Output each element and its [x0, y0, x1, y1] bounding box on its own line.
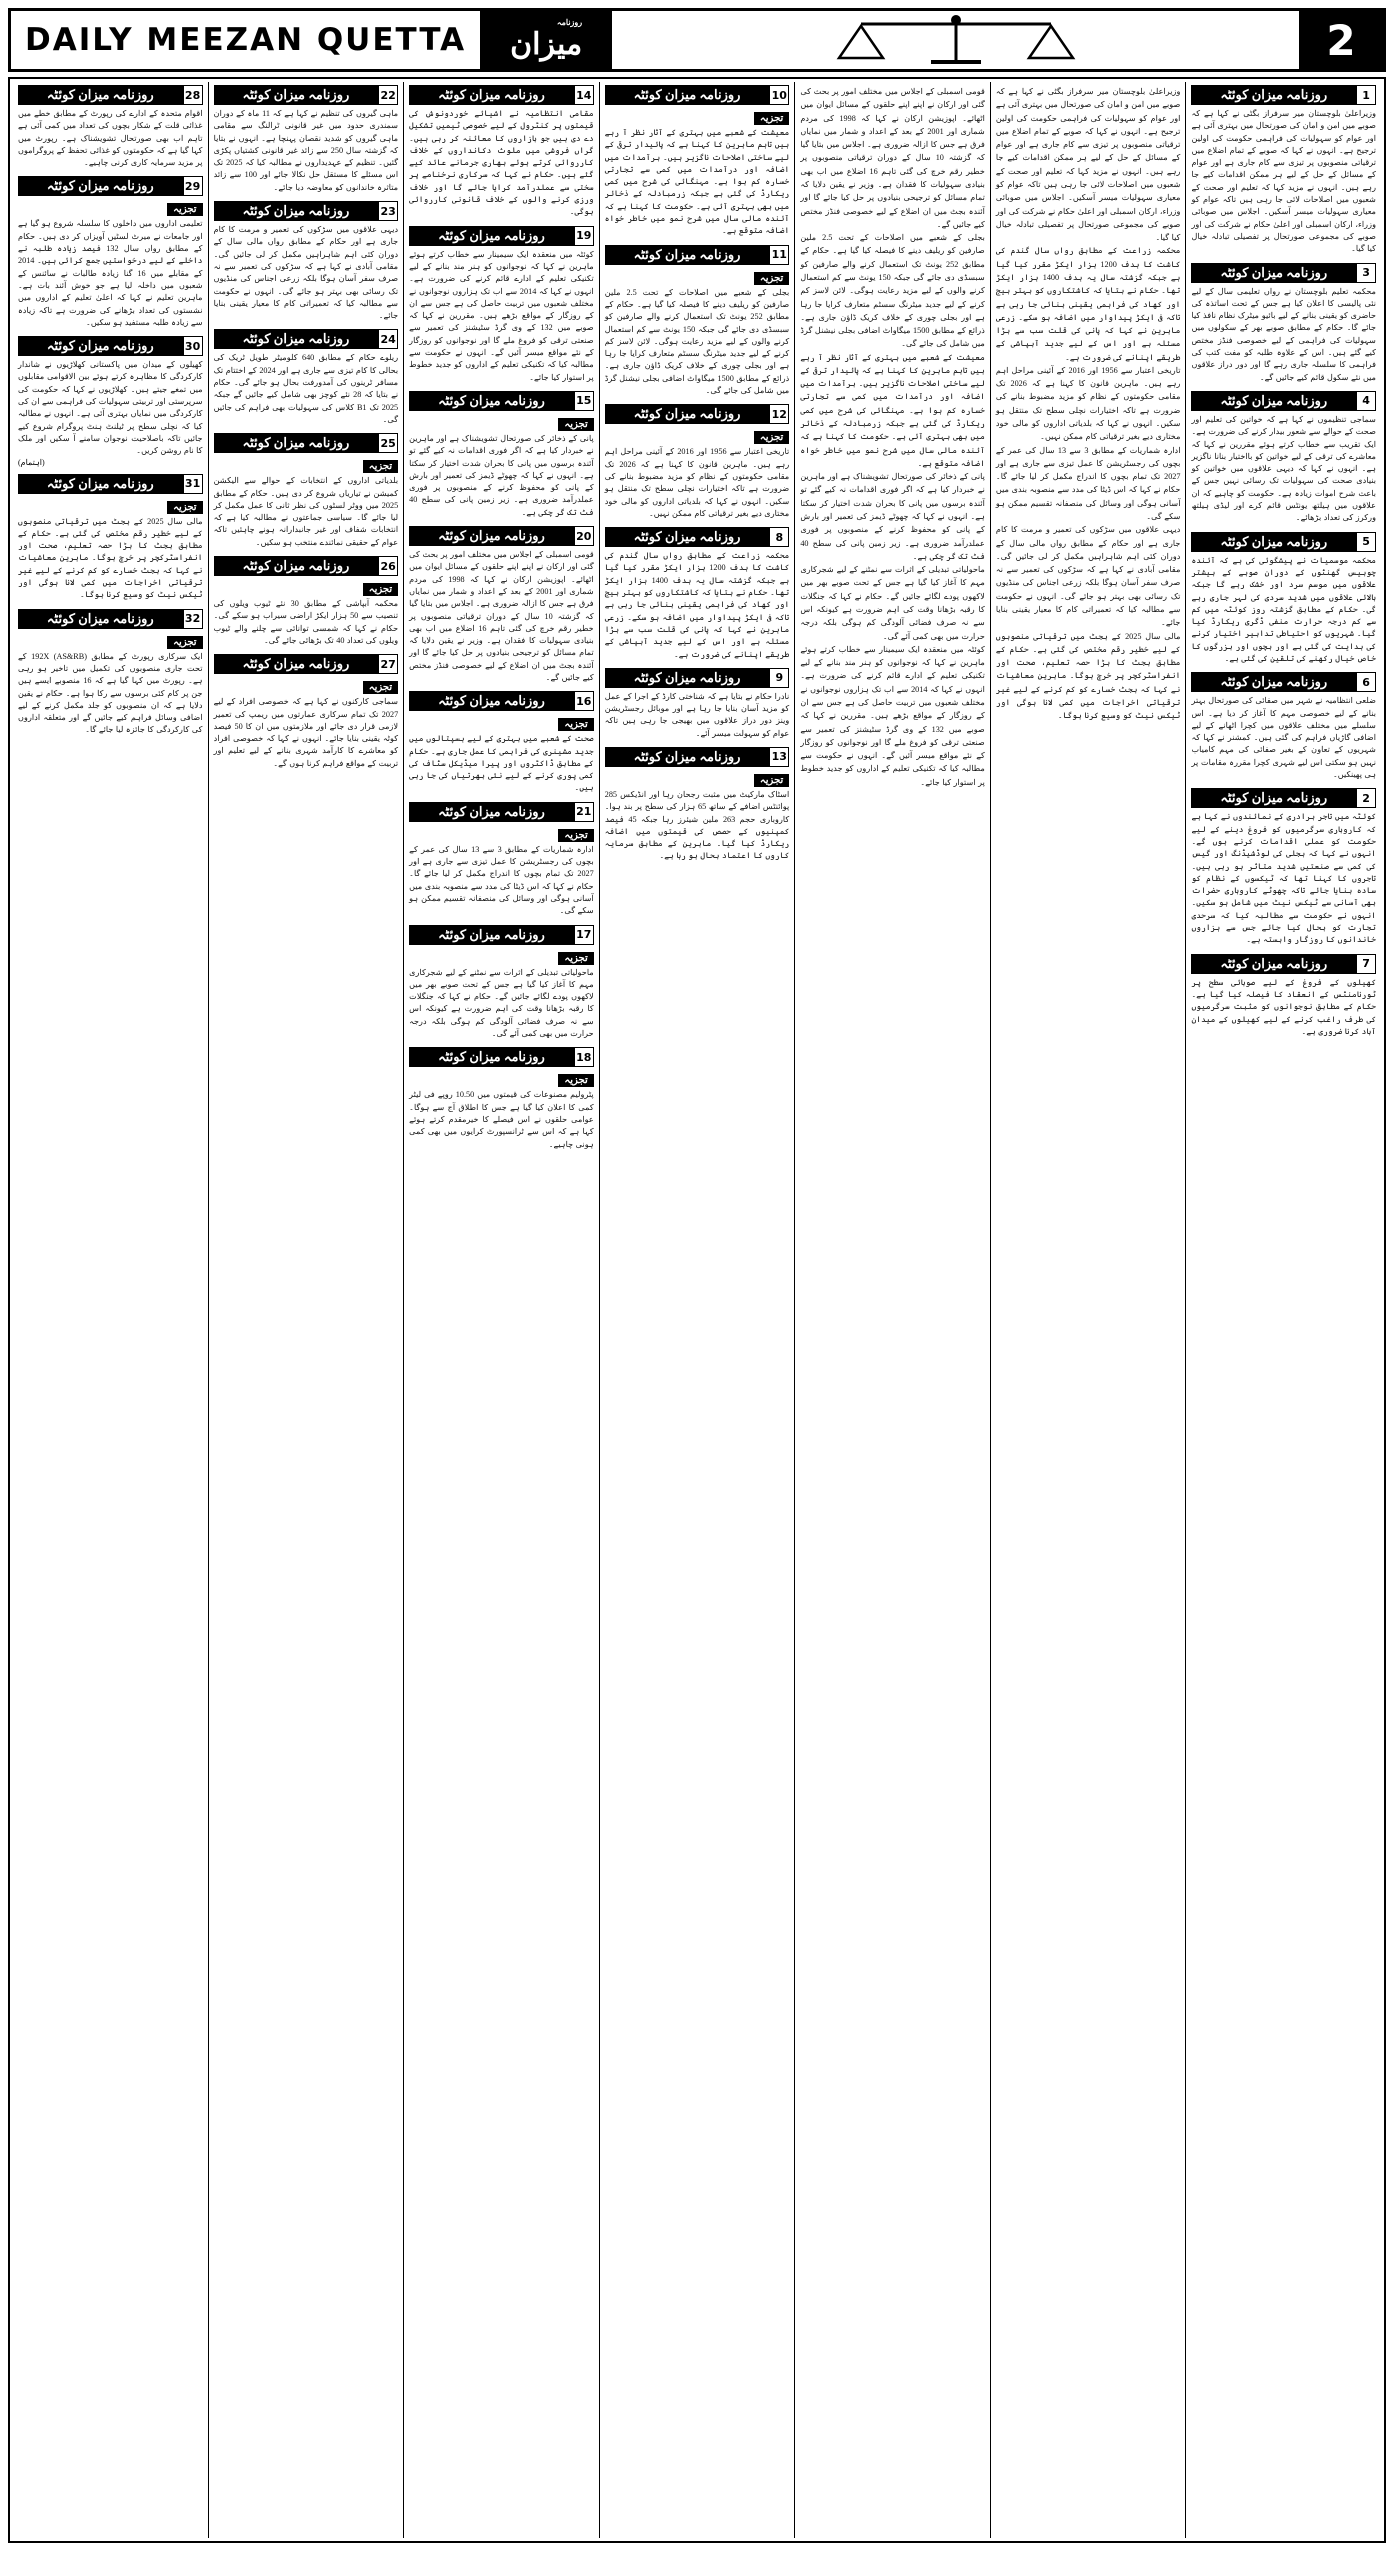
- article-number: 26: [378, 556, 398, 576]
- article-number: 7: [1356, 954, 1376, 974]
- article-headline: [18, 474, 203, 494]
- headline-text: روزنامہ میزان کوئٹہ: [242, 656, 350, 672]
- article-body: سماجی کارکنوں نے کہا ہے کہ خصوصی افراد کے لیے 2027 تک تمام سرکاری عمارتوں میں ریمپ کی تعمیر لازمی قرار دی جائے اور ملازمتوں میں ان کا 50 فیصد کوٹہ یقینی بنایا جائے۔ انہوں نے کہا کہ خصوصی افراد کو معاشرے کا کارآمد شہری بنانے کے لیے تعلیم اور تربیت کے مواقع فراہم کرنا ہوں گے۔: [213, 697, 399, 768]
- article-body: ماحولیاتی تبدیلی کے اثرات سے نمٹنے کے لیے شجرکاری مہم کا آغاز کیا گیا ہے جس کے تحت صوبے بھر میں لاکھوں پودے لگائے جائیں گے۔ حکام نے کہا کہ جنگلات کا رقبہ بڑھانا وقت کی اہم ضرورت ہے کیونکہ اس سے نہ صرف فضائی آلودگی کم ہوگی بلکہ درجہ حرارت میں بھی کمی آئے گی۔: [800, 565, 985, 641]
- article-9: [605, 668, 790, 740]
- balance-scale-icon: [612, 11, 1299, 69]
- headline-text: روزنامہ میزان کوئٹہ: [242, 435, 350, 451]
- article-number: 13: [769, 747, 789, 767]
- headline-text: روزنامہ میزان کوئٹہ: [1220, 392, 1328, 408]
- article-25: [214, 433, 399, 549]
- article-subhead: تجزیہ: [558, 718, 593, 731]
- article-number: 20: [574, 526, 594, 546]
- article-2: [1191, 788, 1376, 946]
- article-subhead: تجزیہ: [558, 952, 593, 965]
- article-byline: (اہتمام): [18, 457, 45, 467]
- article-number: 9: [769, 668, 789, 688]
- article-number: 21: [574, 802, 594, 822]
- article-26: [214, 556, 399, 647]
- article-body: قومی اسمبلی کے اجلاس میں مختلف امور پر بحث کی گئی اور ارکان نے اپنے اپنے حلقوں کے مسائل ایوان میں اٹھائے۔ اپوزیشن ارکان نے کہا کہ 1998 کی مردم شماری اور 2001 کے بعد کے اعداد و شمار میں نمایاں فرق ہے جس کا ازالہ ضروری ہے۔ اجلاس میں بتایا گیا کہ گزشتہ 10 سال کے دوران ترقیاتی منصوبوں پر خطیر رقم خرچ کی گئی تاہم 16 اضلاع میں اب بھی بنیادی سہولیات کا فقدان ہے۔ وزیر نے یقین دلایا کہ تمام مسائل کو ترجیحی بنیادوں پر حل کیا جائے گا اور آئندہ بجٹ میں ان اضلاع کے لیے خصوصی فنڈز مختص کیے جائیں گے۔: [409, 550, 594, 682]
- article-subhead: تجزیہ: [363, 460, 398, 473]
- article-number: 1: [1356, 85, 1376, 105]
- article-headline: [1191, 391, 1376, 411]
- headline-text: روزنامہ میزان کوئٹہ: [242, 87, 350, 102]
- newspaper-title: DAILY MEEZAN QUETTA: [25, 22, 467, 58]
- article-number: 29: [183, 176, 203, 196]
- article-body: ادارہ شماریات کے مطابق 3 سے 13 سال کی عمر کے بچوں کی رجسٹریشن کا عمل تیزی سے جاری ہے اور 2027 تک تمام بچوں کا اندراج مکمل کر لیا جائے گا۔ حکام نے کہا کہ اس ڈیٹا کی مدد سے منصوبہ بندی میں آسانی ہوگی اور وسائل کی منصفانہ تقسیم ممکن ہو سکے گی۔: [409, 844, 594, 916]
- article-number: 11: [769, 245, 789, 265]
- article-headline: [409, 391, 594, 411]
- article-number: 12: [769, 404, 789, 424]
- article-headline: [214, 654, 399, 674]
- article-subhead: تجزیہ: [754, 112, 789, 125]
- article-headline: [18, 336, 203, 356]
- article-continuation-a: [800, 85, 985, 789]
- headline-text: روزنامہ میزان کوئٹہ: [1220, 264, 1328, 280]
- article-body: کھیلوں کے فروغ کے لیے صوبائی سطح پر ٹورنامنٹس کے انعقاد کا فیصلہ کیا گیا ہے۔ حکام کے مطابق نوجوانوں کو مثبت سرگرمیوں کی طرف راغب کرنے کے لیے کھیلوں کے میدان آباد کرنا ضروری ہے۔: [1191, 977, 1377, 1036]
- column-5: [794, 82, 990, 2538]
- article-body: ماہی گیروں کی تنظیم نے کہا ہے کہ 11 ماہ کے دوران سمندری حدود میں غیر قانونی ٹرالنگ سے مقامی ماہی گیروں کو شدید نقصان پہنچا ہے۔ انہوں نے بتایا کہ گزشتہ سال 250 سے زائد غیر قانونی کشتیاں پکڑی گئیں۔ تنظیم کے عہدیداروں نے مطالبہ کیا کہ 2025 تک اس مسئلے کا مستقل حل نکالا جائے اور 100 سے زائد متاثرہ خاندانوں کو معاوضہ دیا جائے۔: [213, 109, 399, 192]
- article-body: پانی کے ذخائر کی صورتحال تشویشناک ہے اور ماہرین نے خبردار کیا ہے کہ اگر فوری اقدامات نہ کیے گئے تو آئندہ برسوں میں پانی کا بحران شدت اختیار کر سکتا ہے۔ انہوں نے کہا کہ چھوٹے ڈیمز کی تعمیر اور بارش کے پانی کو محفوظ کرنے کے منصوبوں پر فوری عملدرآمد ضروری ہے۔ زیر زمین پانی کی سطح 40 فٹ تک گر چکی ہے۔: [409, 433, 594, 517]
- article-headline: [1191, 532, 1376, 552]
- article-body: ماحولیاتی تبدیلی کے اثرات سے نمٹنے کے لیے شجرکاری مہم کا آغاز کیا گیا ہے جس کے تحت صوبے بھر میں لاکھوں پودے لگائے جائیں گے۔ حکام نے کہا کہ جنگلات کا رقبہ بڑھانا وقت کی اہم ضرورت ہے کیونکہ اس سے نہ صرف فضائی آلودگی کم ہوگی بلکہ درجہ حرارت میں بھی کمی آئے گی۔: [409, 967, 594, 1039]
- article-headline: [605, 747, 790, 767]
- article-6: [1191, 672, 1376, 781]
- article-number: 8: [769, 527, 789, 547]
- article-headline: [409, 925, 594, 945]
- page-number: 2: [1299, 11, 1383, 69]
- article-number: 25: [378, 433, 398, 453]
- article-subhead: تجزیہ: [167, 501, 202, 514]
- article-body: ریلوے حکام کے مطابق 640 کلومیٹر طویل ٹریک کی بحالی کا کام تیزی سے جاری ہے اور 2024 کے اختتام تک مسافر ٹرینوں کی آمدورفت بحال ہو جائے گی۔ حکام نے بتایا کہ 28 نئے کوچز بھی شامل کیے جائیں گے جبکہ 2025 تک B1 کلاس کی سہولیات بھی فراہم کی جائیں گی۔: [213, 353, 399, 424]
- article-24: [214, 329, 399, 426]
- article-number: 14: [574, 85, 594, 105]
- column-2: [208, 82, 404, 2538]
- article-body: قومی اسمبلی کے اجلاس میں مختلف امور پر بحث کی گئی اور ارکان نے اپنے اپنے حلقوں کے مسائل ایوان میں اٹھائے۔ اپوزیشن ارکان نے کہا کہ 1998 کی مردم شماری اور 2001 کے بعد کے اعداد و شمار میں نمایاں فرق ہے جس کا ازالہ ضروری ہے۔ اجلاس میں بتایا گیا کہ گزشتہ 10 سال کے دوران ترقیاتی منصوبوں پر خطیر رقم خرچ کی گئی تاہم 16 اضلاع میں اب بھی بنیادی سہولیات کا فقدان ہے۔ وزیر نے یقین دلایا کہ تمام مسائل کو ترجیحی بنیادوں پر حل کیا جائے گا اور آئندہ بجٹ میں ان اضلاع کے لیے خصوصی فنڈز مختص کیے جائیں گے۔: [800, 87, 985, 229]
- column-3: [403, 82, 599, 2538]
- article-headline: [605, 527, 790, 547]
- article-number: 23: [378, 201, 398, 221]
- article-body: تاریخی اعتبار سے 1956 اور 2016 کے آئینی مراحل اہم رہے ہیں۔ ماہرین قانون کا کہنا ہے کہ 2026 تک مقامی حکومتوں کے نظام کو مزید مضبوط بنانے کی ضرورت ہے تاکہ اختیارات نچلی سطح تک منتقل ہو سکیں۔ انہوں نے کہا کہ بلدیاتی اداروں کو مالی خود مختاری دیے بغیر ترقیاتی کام ممکن نہیں۔: [604, 447, 790, 518]
- article-body: وزیراعلیٰ بلوچستان میر سرفراز بگٹی نے کہا ہے کہ صوبے میں امن و امان کی صورتحال میں بہتری آئی ہے اور عوام کو سہولیات کی فراہمی حکومت کی اولین ترجیح ہے۔ انہوں نے کہا کہ صوبے کے تمام اضلاع میں ترقیاتی منصوبوں پر تیزی سے کام جاری ہے اور عوام کے مسائل کے حل کے لیے ہر ممکن اقدامات کیے جا رہے ہیں۔ انہوں نے مزید کہا کہ تعلیم اور صحت کے شعبوں میں اصلاحات لائی جا رہی ہیں تاکہ عوام کو معیاری سہولیات میسر آسکیں۔ اجلاس میں صوبائی وزراء، ارکان اسمبلی اور اعلیٰ حکام نے شرکت کی اور صوبے کی مجموعی صورتحال پر تفصیلی تبادلہ خیال کیا گیا۔: [995, 87, 1181, 243]
- article-headline: [214, 433, 399, 453]
- article-headline: [605, 245, 790, 265]
- article-body: کھیلوں کے میدان میں پاکستانی کھلاڑیوں نے شاندار کارکردگی کا مظاہرہ کرتے ہوئے بین الاقوامی مقابلوں میں تمغے جیتے ہیں۔ کھلاڑیوں نے کہا کہ حکومت کی سرپرستی اور تربیتی سہولیات کی فراہمی سے ان کی کارکردگی میں نمایاں بہتری آئی ہے۔ انہوں نے مطالبہ کیا کہ نچلی سطح پر ٹیلنٹ ہنٹ پروگرام شروع کیے جائیں تاکہ باصلاحیت نوجوان سامنے آ سکیں اور ملک کا نام روشن کریں۔: [18, 360, 203, 456]
- article-19: [409, 226, 594, 384]
- headline-text: روزنامہ میزان کوئٹہ: [438, 87, 545, 102]
- headline-text: روزنامہ میزان کوئٹہ: [46, 610, 154, 626]
- article-32: [18, 609, 203, 737]
- article-29: [18, 176, 203, 329]
- headline-text: روزنامہ میزان کوئٹہ: [46, 475, 154, 491]
- headline-text: روزنامہ میزان کوئٹہ: [633, 246, 741, 262]
- headline-text: روزنامہ میزان کوئٹہ: [438, 227, 545, 243]
- article-headline: [214, 329, 399, 349]
- article-number: 15: [574, 391, 594, 411]
- article-subhead: تجزیہ: [167, 203, 202, 216]
- article-14: [409, 85, 594, 219]
- article-body: نادرا حکام نے بتایا ہے کہ شناختی کارڈ کے اجرا کے عمل کو مزید آسان بنایا جا رہا ہے اور موبائل رجسٹریشن وینز دور دراز علاقوں میں بھیجی جا رہی ہیں تاکہ عوام کو سہولت میسر آئے۔: [604, 691, 790, 738]
- article-number: 4: [1356, 391, 1376, 411]
- article-body: دیہی علاقوں میں سڑکوں کی تعمیر و مرمت کا کام جاری ہے اور حکام کے مطابق رواں مالی سال کے دوران کئی اہم شاہراہیں مکمل کر لی جائیں گی۔ مقامی آبادی نے کہا ہے کہ سڑکوں کی تعمیر سے نہ صرف سفر آسان ہوگا بلکہ زرعی اجناس کی منڈیوں تک رسائی بھی بہتر ہو جائے گی۔ انہوں نے حکومت سے مطالبہ کیا کہ تعمیراتی کام کا معیار یقینی بنایا جائے۔: [213, 225, 399, 321]
- article-headline: [409, 691, 594, 711]
- article-23: [214, 201, 399, 322]
- article-28: [18, 85, 203, 169]
- article-number: 5: [1356, 532, 1376, 552]
- article-31: [18, 474, 203, 602]
- headline-text: روزنامہ میزان کوئٹہ: [633, 529, 741, 545]
- article-headline: [1191, 954, 1376, 974]
- article-body: ایک سرکاری رپورٹ کے مطابق 192X (AS&RB) کے تحت جاری منصوبوں کی تکمیل میں تاخیر ہو رہی ہے۔ رپورٹ میں کہا گیا ہے کہ 16 منصوبے ایسے ہیں جن پر کام کئی برسوں سے رکا ہوا ہے۔ حکام نے یقین دلایا ہے کہ ان منصوبوں کو جلد مکمل کرنے کے لیے اضافی وسائل فراہم کیے جائیں گے اور متعلقہ اداروں کی کارکردگی کا جائزہ لیا جائے گا۔: [18, 651, 203, 735]
- article-number: 32: [183, 609, 203, 629]
- headline-text: روزنامہ میزان کوئٹہ: [1220, 955, 1328, 971]
- article-body: کوئٹہ میں منعقدہ ایک سیمینار سے خطاب کرتے ہوئے ماہرین نے کہا کہ نوجوانوں کو ہنر مند بنانے کے لیے تکنیکی تعلیم کے ادارے قائم کرنے کی ضرورت ہے۔ انہوں نے کہا کہ 2014 سے اب تک ہزاروں نوجوانوں نے مختلف شعبوں میں تربیت حاصل کی ہے جس سے ان کے روزگار کے مواقع بڑھے ہیں۔ مقررین نے کہا کہ صوبے میں 132 کے وی گرڈ سٹیشنز کی تعمیر سے صنعتی ترقی کو فروغ ملے گا اور نوجوانوں کو روزگار کے نئے مواقع میسر آئیں گے۔ انہوں نے حکومت سے مطالبہ کیا کہ تکنیکی تعلیم کے اداروں کو جدید خطوط پر استوار کیا جائے۔: [409, 249, 594, 382]
- article-number: 27: [378, 654, 398, 674]
- article-continuation-b: [996, 85, 1181, 723]
- article-15: [409, 391, 594, 519]
- article-16: [409, 691, 594, 794]
- article-number: 3: [1356, 263, 1376, 283]
- article-10: [605, 85, 790, 238]
- article-body: تعلیمی اداروں میں داخلوں کا سلسلہ شروع ہو گیا ہے اور جامعات نے میرٹ لسٹیں آویزاں کر دی ہیں۔ حکام کے مطابق رواں سال 132 فیصد زیادہ طلبہ نے داخلے کے لیے درخواستیں جمع کرائی ہیں۔ 2014 کے مقابلے میں 16 گنا زیادہ طالبات نے سائنس کے شعبوں میں داخلہ لیا ہے جو خوش آئند بات ہے۔ ماہرین تعلیم نے کہا کہ اعلیٰ تعلیم کے اداروں میں نشستوں کی تعداد بڑھانے کی ضرورت ہے تاکہ زیادہ سے زیادہ طلبہ مستفید ہو سکیں۔: [18, 219, 203, 327]
- logo-subtitle: روزنامہ: [556, 18, 583, 27]
- article-subhead: تجزیہ: [363, 583, 398, 596]
- article-number: 18: [574, 1047, 594, 1067]
- article-4: [1191, 391, 1376, 525]
- headline-text: روزنامہ میزان کوئٹہ: [242, 331, 350, 347]
- article-headline: [1191, 788, 1376, 808]
- headline-text: روزنامہ میزان کوئٹہ: [633, 87, 741, 102]
- article-body: اسٹاک مارکیٹ میں مثبت رجحان رہا اور انڈیکس 285 پوائنٹس اضافے کے ساتھ 65 ہزار کی سطح پر بند ہوا۔ کاروباری حجم 263 ملین شیئرز رہا جبکہ 45 فیصد کمپنیوں کے حصص کی قیمتوں میں اضافہ ریکارڈ کیا گیا۔ ماہرین کے مطابق سرمایہ کاروں کا اعتماد بحال ہو رہا ہے۔: [604, 789, 790, 861]
- article-headline: [605, 404, 790, 424]
- article-body: سماجی تنظیموں نے کہا ہے کہ خواتین کی تعلیم اور صحت کے حوالے سے شعور بیدار کرنے کی ضرورت ہے۔ ایک تقریب سے خطاب کرتے ہوئے مقررین نے کہا کہ معاشرے کی ترقی کے لیے خواتین کو بااختیار بنانا ناگزیر ہے۔ انہوں نے کہا کہ دیہی علاقوں میں خواتین کو بنیادی صحت کی سہولیات تک رسائی نہیں جس کے باعث شرح اموات زیادہ ہے۔ حکومت کو چاہیے کہ ان علاقوں میں ہیلتھ یونٹس قائم کرے اور لیڈی ہیلتھ ورکرز کی تعداد بڑھائے۔: [1191, 414, 1377, 523]
- column-4: [599, 82, 795, 2538]
- article-headline: [214, 201, 399, 221]
- headline-text: روزنامہ میزان کوئٹہ: [46, 87, 154, 102]
- headline-text: روزنامہ میزان کوئٹہ: [1220, 790, 1328, 806]
- article-3: [1191, 263, 1376, 384]
- article-number: 17: [574, 925, 594, 945]
- article-subhead: تجزیہ: [754, 774, 789, 787]
- article-number: 19: [574, 226, 594, 246]
- article-headline: [409, 226, 594, 246]
- headline-text: روزنامہ میزان کوئٹہ: [438, 392, 545, 408]
- article-body: محکمہ زراعت کے مطابق رواں سال گندم کی کاشت کا ہدف 1200 ہزار ایکڑ مقرر کیا گیا ہے جبکہ گزشتہ سال یہ ہدف 1400 ہزار ایکڑ تھا۔ حکام نے بتایا کہ کاشتکاروں کو بہتر بیج اور کھاد کی فراہمی یقینی بنائی جا رہی ہے تاکہ فی ایکڑ پیداوار میں اضافہ ہو سکے۔ زرعی ماہرین نے کہا کہ پانی کی قلت سب سے بڑا مسئلہ ہے اور اس کے لیے جدید آبپاشی کے طریقے اپنانے کی ضرورت ہے۔: [995, 246, 1181, 362]
- headline-text: روزنامہ میزان کوئٹہ: [46, 338, 154, 354]
- headline-text: روزنامہ میزان کوئٹہ: [242, 203, 350, 219]
- article-subhead: تجزیہ: [558, 418, 593, 431]
- article-21: [409, 802, 594, 918]
- article-body: کوئٹہ میں منعقدہ ایک سیمینار سے خطاب کرتے ہوئے ماہرین نے کہا کہ نوجوانوں کو ہنر مند بنانے کے لیے تکنیکی تعلیم کے ادارے قائم کرنے کی ضرورت ہے۔ انہوں نے کہا کہ 2014 سے اب تک ہزاروں نوجوانوں نے مختلف شعبوں میں تربیت حاصل کی ہے جس سے ان کے روزگار کے مواقع بڑھے ہیں۔ مقررین نے کہا کہ صوبے میں 132 کے وی گرڈ سٹیشنز کی تعمیر سے صنعتی ترقی کو فروغ ملے گا اور نوجوانوں کو روزگار کے نئے مواقع میسر آئیں گے۔ انہوں نے حکومت سے مطالبہ کیا کہ تکنیکی تعلیم کے اداروں کو جدید خطوط پر استوار کیا جائے۔: [800, 644, 985, 787]
- article-headline: [409, 85, 594, 105]
- column-1: [13, 82, 208, 2538]
- article-number: 31: [183, 474, 203, 494]
- column-7: [1185, 82, 1381, 2538]
- article-body: محکمہ تعلیم بلوچستان نے رواں تعلیمی سال کے لیے نئی پالیسی کا اعلان کیا ہے جس کے تحت اساتذہ کی حاضری کو یقینی بنانے کے لیے بائیو میٹرک نظام نافذ کیا جائے گا۔ حکام کے مطابق صوبے بھر کے سکولوں میں سہولیات کی فراہمی کے لیے خصوصی فنڈز مختص کیے گئے ہیں۔ اس کے علاوہ طلبہ کو مفت کتب کی فراہمی کا سلسلہ جاری رہے گا اور دور دراز علاقوں میں نئے سکول قائم کیے جائیں گے۔: [1191, 286, 1377, 382]
- article-22: [214, 85, 399, 194]
- article-headline: [1191, 85, 1376, 105]
- article-body: پٹرولیم مصنوعات کی قیمتوں میں 10.50 روپے فی لیٹر کمی کا اعلان کیا گیا ہے جس کا اطلاق آج سے ہوگا۔ عوامی حلقوں نے اس فیصلے کا خیرمقدم کرتے ہوئے کہا ہے کہ اس سے ٹرانسپورٹ کرایوں میں بھی کمی ہونی چاہیے۔: [409, 1090, 594, 1149]
- article-body: پانی کے ذخائر کی صورتحال تشویشناک ہے اور ماہرین نے خبردار کیا ہے کہ اگر فوری اقدامات نہ کیے گئے تو آئندہ برسوں میں پانی کا بحران شدت اختیار کر سکتا ہے۔ انہوں نے کہا کہ چھوٹے ڈیمز کی تعمیر اور بارش کے پانی کو محفوظ کرنے کے منصوبوں پر فوری عملدرآمد ضروری ہے۔ زیر زمین پانی کی سطح 40 فٹ تک گر چکی ہے۔: [800, 472, 985, 561]
- article-number: 22: [378, 85, 398, 105]
- article-headline: [605, 668, 790, 688]
- article-subhead: تجزیہ: [754, 272, 789, 285]
- article-body: تاریخی اعتبار سے 1956 اور 2016 کے آئینی مراحل اہم رہے ہیں۔ ماہرین قانون کا کہنا ہے کہ 2026 تک مقامی حکومتوں کے نظام کو مزید مضبوط بنانے کی ضرورت ہے تاکہ اختیارات نچلی سطح تک منتقل ہو سکیں۔ انہوں نے کہا کہ بلدیاتی اداروں کو مالی خود مختاری دیے بغیر ترقیاتی کام ممکن نہیں۔: [995, 365, 1181, 442]
- article-body: بجلی کے شعبے میں اصلاحات کے تحت 2.5 ملین صارفین کو ریلیف دینے کا فیصلہ کیا گیا ہے۔ حکام کے مطابق 252 یونٹ تک استعمال کرنے والے صارفین کو سبسڈی دی جائے گی جبکہ 150 یونٹ سے کم استعمال کرنے والوں کے لیے مزید رعایت ہوگی۔ لائن لاسز کم کرنے کے لیے جدید میٹرنگ سسٹم متعارف کرایا جا رہا ہے اور بجلی چوری کے خلاف کریک ڈاؤن جاری ہے۔ ذرائع کے مطابق 1500 میگاواٹ اضافی بجلی نیشنل گرڈ میں شامل کی جائے گی۔: [800, 233, 985, 349]
- headline-text: روزنامہ میزان کوئٹہ: [1220, 87, 1328, 102]
- headline-text: روزنامہ میزان کوئٹہ: [633, 748, 741, 764]
- article-body: دیہی علاقوں میں سڑکوں کی تعمیر و مرمت کا کام جاری ہے اور حکام کے مطابق رواں مالی سال کے دوران کئی اہم شاہراہیں مکمل کر لی جائیں گی۔ مقامی آبادی نے کہا ہے کہ سڑکوں کی تعمیر سے نہ صرف سفر آسان ہوگا بلکہ زرعی اجناس کی منڈیوں تک رسائی بھی بہتر ہو جائے گی۔ انہوں نے حکومت سے مطالبہ کیا کہ تعمیراتی کام کا معیار یقینی بنایا جائے۔: [995, 525, 1181, 628]
- article-grid: [8, 77, 1386, 2543]
- masthead: [8, 8, 1386, 72]
- article-13: [605, 747, 790, 863]
- article-subhead: تجزیہ: [754, 431, 789, 444]
- article-1: [1191, 85, 1376, 256]
- article-headline: [409, 526, 594, 546]
- article-body: محکمہ آبپاشی کے مطابق 30 نئے ٹیوب ویلوں کی تنصیب سے 50 ہزار ایکڑ اراضی سیراب ہو سکے گی۔ حکام نے کہا کہ شمسی توانائی سے چلنے والے ٹیوب ویلوں کی تعداد 40 تک بڑھائی جائے گی۔: [213, 599, 399, 645]
- article-body: مالی سال 2025 کے بجٹ میں ترقیاتی منصوبوں کے لیے خطیر رقم مختص کی گئی ہے۔ حکام کے مطابق بجٹ کا بڑا حصہ تعلیم، صحت اور انفراسٹرکچر پر خرچ ہوگا۔ ماہرین معاشیات نے کہا کہ بجٹ خسارے کو کم کرنے کے لیے غیر ترقیاتی اخراجات میں کمی لانا ہوگی اور ٹیکس نیٹ کو وسیع کرنا ہوگا۔: [18, 516, 203, 600]
- article-headline: [214, 556, 399, 576]
- article-body: ضلعی انتظامیہ نے شہر میں صفائی کی صورتحال بہتر بنانے کے لیے خصوصی مہم کا آغاز کر دیا ہے۔ اس سلسلے میں مختلف علاقوں میں کچرا اٹھانے کے لیے اضافی گاڑیاں فراہم کی گئی ہیں۔ کمشنر نے کہا کہ شہریوں کے تعاون کے بغیر صفائی کی مہم کامیاب نہیں ہو سکتی اس لیے شہری کچرا مقررہ مقامات پر ہی پھینکیں۔: [1191, 696, 1377, 780]
- headline-text: روزنامہ میزان کوئٹہ: [1220, 674, 1328, 690]
- headline-text: روزنامہ میزان کوئٹہ: [633, 669, 741, 685]
- article-headline: [409, 1047, 594, 1067]
- headline-text: روزنامہ میزان کوئٹہ: [438, 693, 545, 709]
- article-body: محکمہ موسمیات نے پیشگوئی کی ہے کہ آئندہ چوبیس گھنٹوں کے دوران صوبے کے بیشتر علاقوں میں موسم سرد اور خشک رہے گا جبکہ بالائی علاقوں میں شدید سردی کی لہر جاری رہے گی۔ حکام کے مطابق گزشتہ روز کوئٹہ میں کم سے کم درجہ حرارت منفی ڈگری ریکارڈ کیا گیا۔ شہریوں کو احتیاطی تدابیر اختیار کرنے کی ہدایت کی گئی ہے اور بچوں اور بزرگوں کا خاص خیال رکھنے کی تلقین کی گئی ہے۔: [1191, 555, 1377, 663]
- headline-text: روزنامہ میزان کوئٹہ: [242, 558, 350, 574]
- article-number: 6: [1356, 672, 1376, 692]
- article-number: 16: [574, 691, 594, 711]
- article-subhead: تجزیہ: [167, 636, 202, 649]
- article-12: [605, 404, 790, 520]
- article-headline: [1191, 263, 1376, 283]
- article-17: [409, 925, 594, 1041]
- logo-text: میزان: [510, 28, 583, 61]
- article-11: [605, 245, 790, 398]
- article-headline: [409, 802, 594, 822]
- article-body: اقوام متحدہ کے ادارے کی رپورٹ کے مطابق خطے میں غذائی قلت کے شکار بچوں کی تعداد میں کمی آئی ہے تاہم اب بھی صورتحال تشویشناک ہے۔ رپورٹ میں کہا گیا ہے کہ حکومتوں کو غذائی تحفظ کے پروگراموں پر مزید سرمایہ کاری کرنی چاہیے۔: [18, 109, 203, 168]
- article-number: 28: [183, 85, 203, 105]
- article-body: مقامی انتظامیہ نے اشیائے خوردونوش کی قیمتوں پر کنٹرول کے لیے خصوصی ٹیمیں تشکیل دے دی ہیں جو بازاروں کا معائنہ کر رہی ہیں۔ گراں فروشی میں ملوث دکانداروں کے خلاف کارروائی کرتے ہوئے بھاری جرمانے عائد کیے گئے ہیں۔ حکام نے کہا کہ سرکاری نرخنامے پر سختی سے عملدرآمد کرایا جائے گا اور خلاف ورزی کرنے والوں کے خلاف قانونی کارروائی ہوگی۔: [409, 109, 594, 217]
- article-headline: [18, 609, 203, 629]
- headline-text: روزنامہ میزان کوئٹہ: [438, 803, 545, 819]
- article-subhead: تجزیہ: [558, 1074, 593, 1087]
- article-number: 10: [769, 85, 789, 105]
- article-body: مالی سال 2025 کے بجٹ میں ترقیاتی منصوبوں کے لیے خطیر رقم مختص کی گئی ہے۔ حکام کے مطابق بجٹ کا بڑا حصہ تعلیم، صحت اور انفراسٹرکچر پر خرچ ہوگا۔ ماہرین معاشیات نے کہا کہ بجٹ خسارے کو کم کرنے کے لیے غیر ترقیاتی اخراجات میں کمی لانا ہوگی اور ٹیکس نیٹ کو وسیع کرنا ہوگا۔: [995, 631, 1181, 721]
- headline-text: روزنامہ میزان کوئٹہ: [46, 178, 154, 194]
- headline-text: روزنامہ میزان کوئٹہ: [438, 528, 545, 544]
- article-30: [18, 336, 203, 466]
- article-27: [214, 654, 399, 770]
- column-6: [990, 82, 1186, 2538]
- headline-text: روزنامہ میزان کوئٹہ: [438, 926, 545, 942]
- article-8: [605, 527, 790, 661]
- article-body: صحت کے شعبے میں بہتری کے لیے ہسپتالوں میں جدید مشینری کی فراہمی کا عمل جاری ہے۔ حکام کے مطابق ڈاکٹروں اور پیرا میڈیکل سٹاف کی کمی پوری کرنے کے لیے نئی بھرتیاں کی جا رہی ہیں۔: [409, 734, 594, 793]
- article-subhead: تجزیہ: [558, 829, 593, 842]
- article-number: 30: [183, 336, 203, 356]
- article-5: [1191, 532, 1376, 666]
- article-body: محکمہ زراعت کے مطابق رواں سال گندم کی کاشت کا ہدف 1200 ہزار ایکڑ مقرر کیا گیا ہے جبکہ گزشتہ سال یہ ہدف 1400 ہزار ایکڑ تھا۔ حکام نے بتایا کہ کاشتکاروں کو بہتر بیج اور کھاد کی فراہمی یقینی بنائی جا رہی ہے تاکہ فی ایکڑ پیداوار میں اضافہ ہو سکے۔ زرعی ماہرین نے کہا کہ پانی کی قلت سب سے بڑا مسئلہ ہے اور اس کے لیے جدید آبپاشی کے طریقے اپنانے کی ضرورت ہے۔: [604, 551, 790, 659]
- article-headline: [1191, 672, 1376, 692]
- article-body: معیشت کے شعبے میں بہتری کے آثار نظر آ رہے ہیں تاہم ماہرین کا کہنا ہے کہ پائیدار ترقی کے لیے ساختی اصلاحات ناگزیر ہیں۔ برآمدات میں اضافہ اور درآمدات میں کمی سے تجارتی خسارہ کم ہوا ہے۔ مہنگائی کی شرح میں کمی ریکارڈ کی گئی ہے جبکہ زرمبادلہ کے ذخائر میں بھی بہتری آئی ہے۔ حکومت کا کہنا ہے کہ آئندہ مالی سال میں شرح نمو میں خاطر خواہ اضافہ متوقع ہے۔: [800, 352, 985, 468]
- article-headline: [214, 85, 399, 105]
- article-number: 24: [378, 329, 398, 349]
- headline-text: روزنامہ میزان کوئٹہ: [1220, 533, 1328, 549]
- article-body: ادارہ شماریات کے مطابق 3 سے 13 سال کی عمر کے بچوں کی رجسٹریشن کا عمل تیزی سے جاری ہے اور 2027 تک تمام بچوں کا اندراج مکمل کر لیا جائے گا۔ حکام نے کہا کہ اس ڈیٹا کی مدد سے منصوبہ بندی میں آسانی ہوگی اور وسائل کی منصفانہ تقسیم ممکن ہو سکے گی۔: [995, 445, 1181, 521]
- article-20: [409, 526, 594, 684]
- article-subhead: تجزیہ: [363, 681, 398, 694]
- meezan-logo: [480, 11, 612, 69]
- article-body: کوئٹہ میں تاجر برادری کے نمائندوں نے کہا ہے کہ کاروباری سرگرمیوں کو فروغ دینے کے لیے حکومت کو عملی اقدامات کرنے ہوں گے۔ انہوں نے کہا کہ بجلی کی لوڈشیڈنگ اور گیس کی کمی سے صنعتیں شدید متاثر ہو رہی ہیں۔ تاجروں کا کہنا تھا کہ ٹیکسوں کے نظام کو سادہ بنایا جائے تاکہ چھوٹے کاروباری حضرات بھی آسانی سے ٹیکس نیٹ میں شامل ہو سکیں۔ انہوں نے حکومت سے مطالبہ کیا کہ سرحدی تجارت کو بحال کیا جائے جس سے ہزاروں خاندانوں کا روزگار وابستہ ہے۔: [1191, 812, 1377, 945]
- article-headline: [18, 85, 203, 105]
- article-body: وزیراعلیٰ بلوچستان میر سرفراز بگٹی نے کہا ہے کہ صوبے میں امن و امان کی صورتحال میں بہتری آئی ہے اور عوام کو سہولیات کی فراہمی حکومت کی اولین ترجیح ہے۔ انہوں نے کہا کہ صوبے کے تمام اضلاع میں ترقیاتی منصوبوں پر تیزی سے کام جاری ہے اور عوام کے مسائل کے حل کے لیے ہر ممکن اقدامات کیے جا رہے ہیں۔ انہوں نے مزید کہا کہ تعلیم اور صحت کے شعبوں میں اصلاحات لائی جا رہی ہیں تاکہ عوام کو معیاری سہولیات میسر آسکیں۔ اجلاس میں صوبائی وزراء، ارکان اسمبلی اور اعلیٰ حکام نے شرکت کی اور صوبے کی مجموعی صورتحال پر تفصیلی تبادلہ خیال کیا گیا۔: [1191, 109, 1377, 254]
- article-body: بجلی کے شعبے میں اصلاحات کے تحت 2.5 ملین صارفین کو ریلیف دینے کا فیصلہ کیا گیا ہے۔ حکام کے مطابق 252 یونٹ تک استعمال کرنے والے صارفین کو سبسڈی دی جائے گی جبکہ 150 یونٹ سے کم استعمال کرنے والوں کے لیے مزید رعایت ہوگی۔ لائن لاسز کم کرنے کے لیے جدید میٹرنگ سسٹم متعارف کرایا جا رہا ہے اور بجلی چوری کے خلاف کریک ڈاؤن جاری ہے۔ ذرائع کے مطابق 1500 میگاواٹ اضافی بجلی نیشنل گرڈ میں شامل کی جائے گی۔: [604, 287, 790, 396]
- article-7: [1191, 954, 1376, 1038]
- article-18: [409, 1047, 594, 1150]
- article-body: معیشت کے شعبے میں بہتری کے آثار نظر آ رہے ہیں تاہم ماہرین کا کہنا ہے کہ پائیدار ترقی کے لیے ساختی اصلاحات ناگزیر ہیں۔ برآمدات میں اضافہ اور درآمدات میں کمی سے تجارتی خسارہ کم ہوا ہے۔ مہنگائی کی شرح میں کمی ریکارڈ کی گئی ہے جبکہ زرمبادلہ کے ذخائر میں بھی بہتری آئی ہے۔ حکومت کا کہنا ہے کہ آئندہ مالی سال میں شرح نمو میں خاطر خواہ اضافہ متوقع ہے۔: [604, 128, 790, 236]
- article-headline: [605, 85, 790, 105]
- article-headline: [18, 176, 203, 196]
- article-body: بلدیاتی اداروں کے انتخابات کے حوالے سے الیکشن کمیشن نے تیاریاں شروع کر دی ہیں۔ حکام کے مطابق 2025 میں ووٹر لسٹوں کی نظر ثانی کا عمل مکمل کر لیا جائے گا۔ سیاسی جماعتوں نے مطالبہ کیا ہے کہ انتخابات شفاف اور غیر جانبدارانہ ہونے چاہئیں تاکہ عوام کے حقیقی نمائندے منتخب ہو سکیں۔: [213, 476, 399, 547]
- article-number: 2: [1356, 788, 1376, 808]
- headline-text: روزنامہ میزان کوئٹہ: [438, 1049, 545, 1065]
- headline-text: روزنامہ میزان کوئٹہ: [633, 406, 741, 422]
